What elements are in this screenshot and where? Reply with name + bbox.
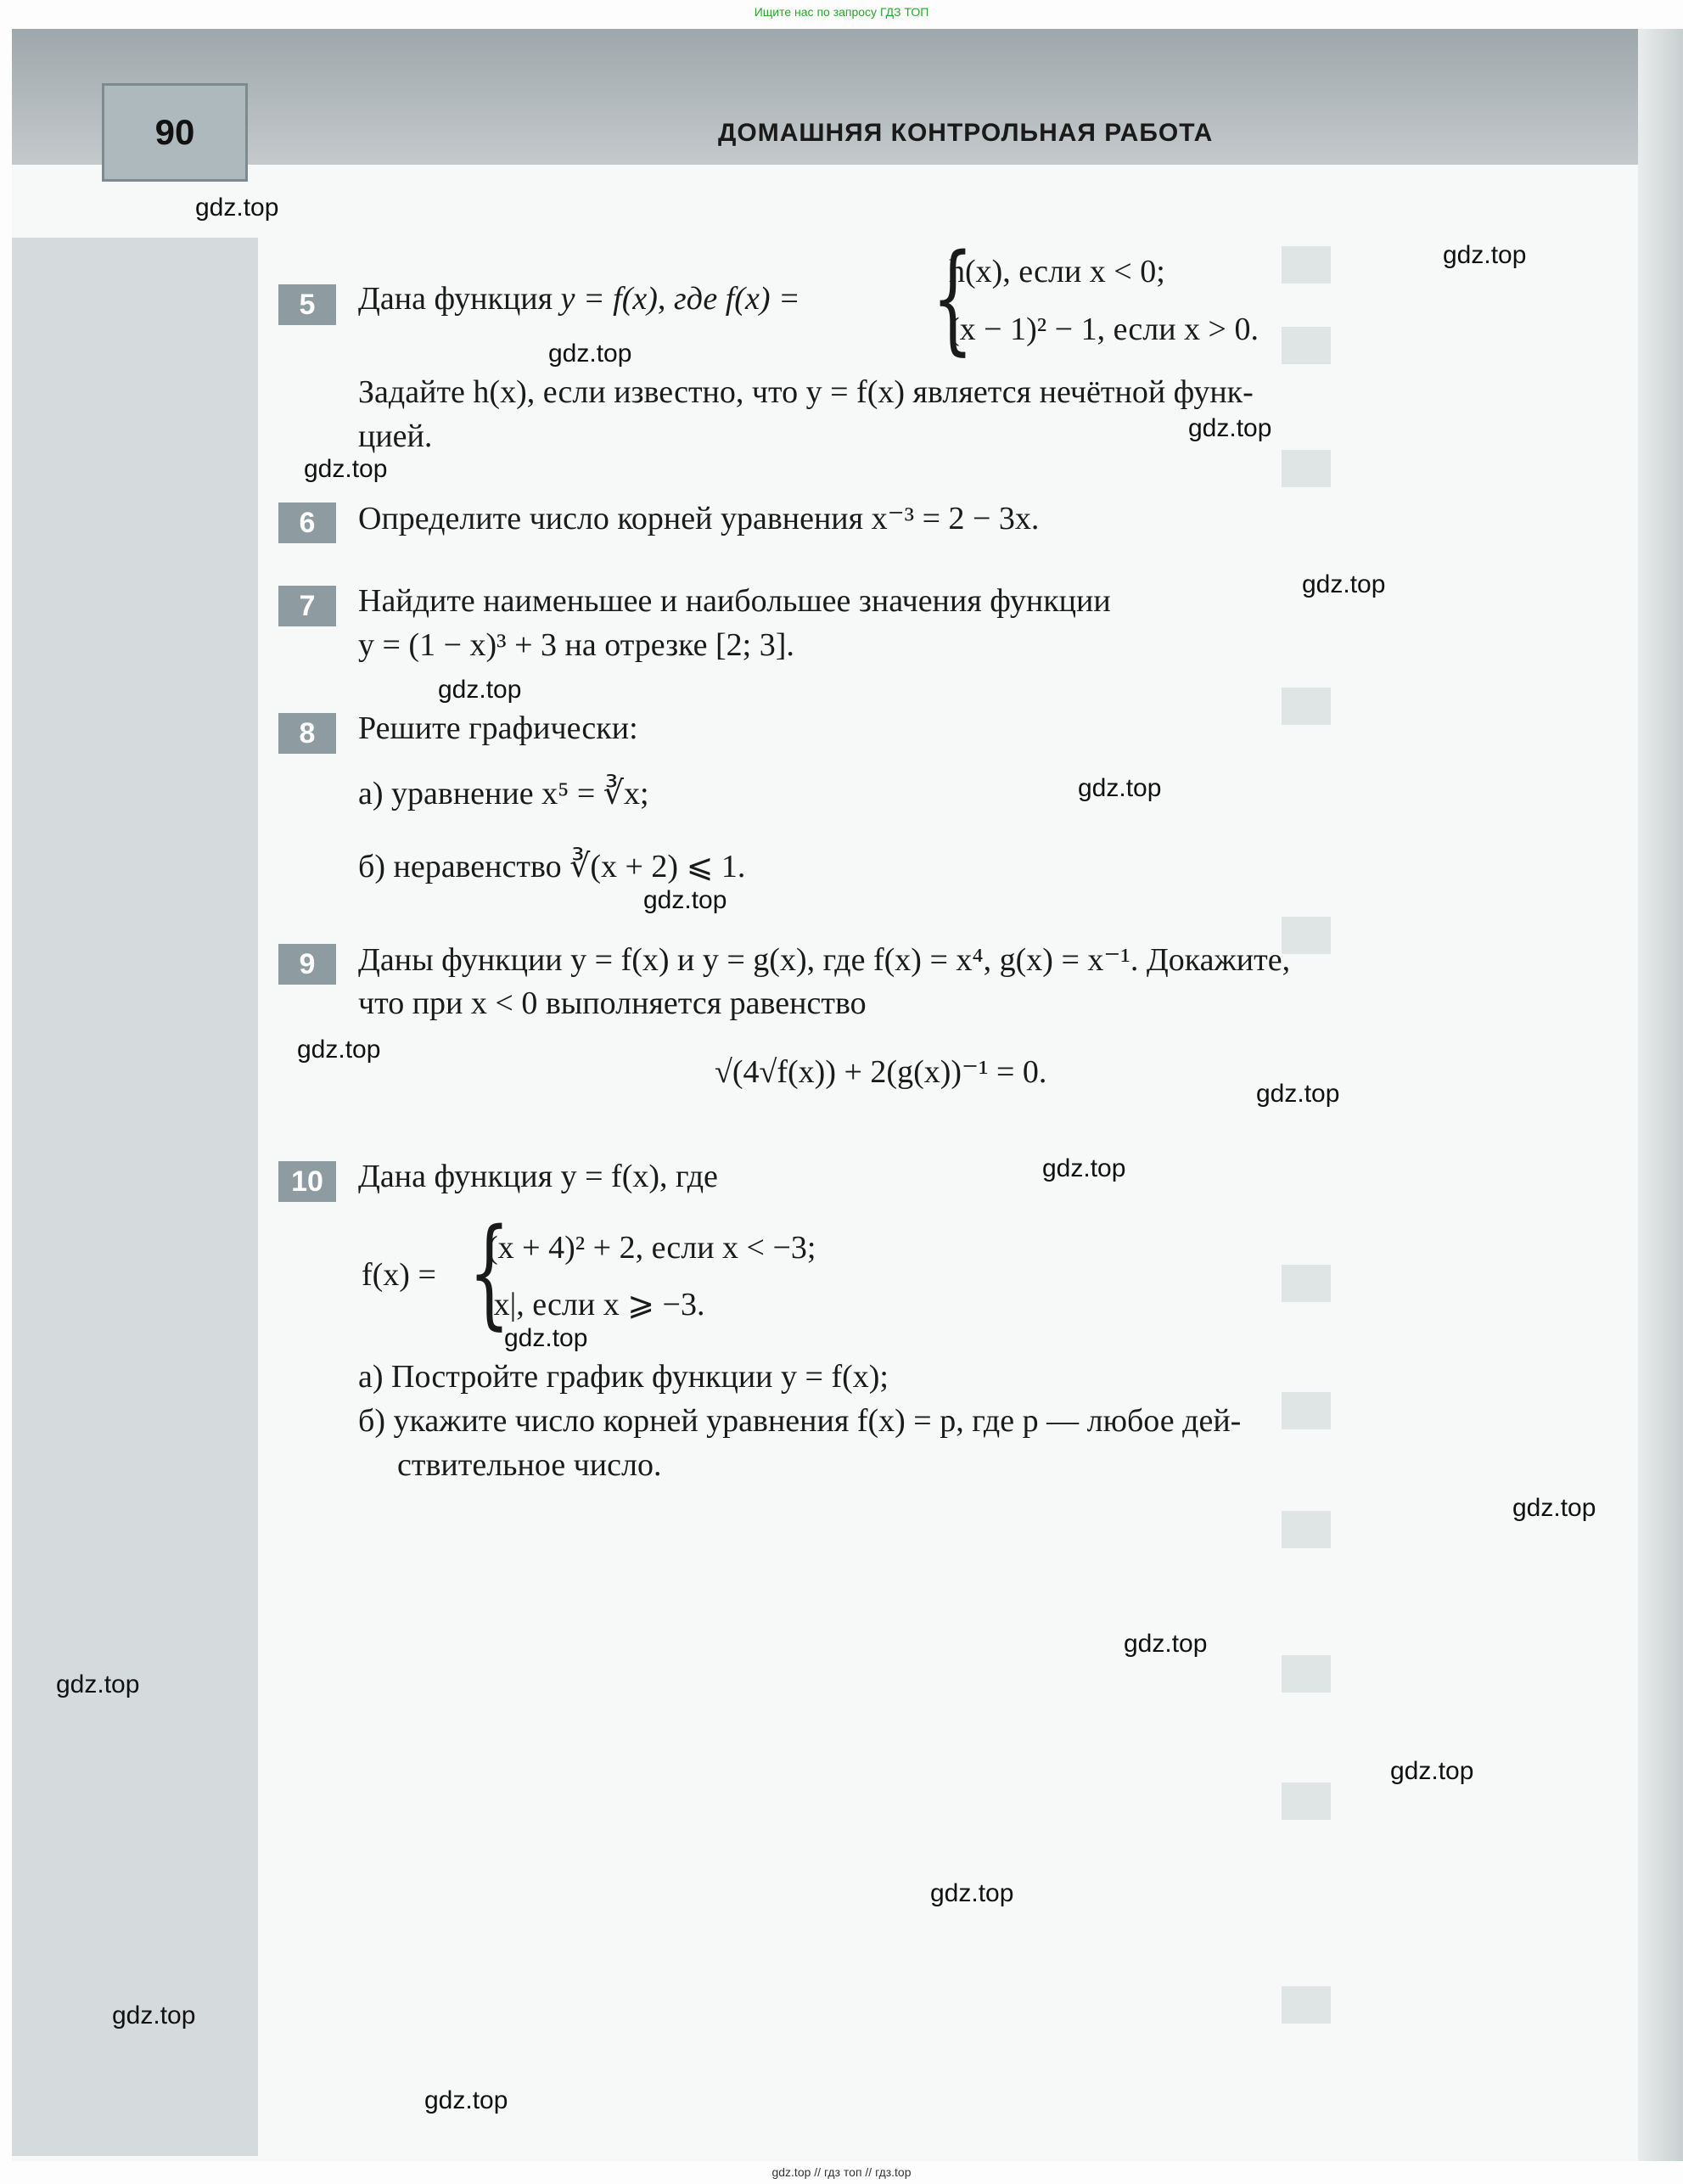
ghost-badge	[1282, 1392, 1331, 1429]
task-number-5: 5	[278, 284, 336, 325]
ghost-badge	[1282, 1783, 1331, 1820]
watermark: gdz.top	[504, 1324, 588, 1352]
watermark: gdz.top	[1512, 1494, 1596, 1522]
watermark: gdz.top	[112, 2002, 196, 2030]
watermark: gdz.top	[643, 886, 727, 914]
watermark: gdz.top	[1042, 1154, 1126, 1182]
watermark: gdz.top	[930, 1879, 1014, 1907]
watermark: gdz.top	[1124, 1630, 1208, 1658]
watermark: gdz.top	[297, 1036, 381, 1064]
watermark: gdz.top	[195, 194, 279, 222]
watermark: gdz.top	[304, 455, 388, 483]
task-10-fx: f(x) =	[362, 1257, 436, 1293]
task-8-part-b: б) неравенство ∛(x + 2) ⩽ 1.	[358, 849, 746, 884]
ghost-badge	[1282, 1265, 1331, 1302]
top-note: Ищите нас по запросу ГДЗ ТОП	[754, 5, 929, 19]
task-number-7: 7	[278, 586, 336, 626]
task-5-brace: {	[932, 229, 973, 368]
watermark: gdz.top	[424, 2086, 508, 2114]
ghost-badge	[1282, 1655, 1331, 1693]
page-edge-shade	[1638, 29, 1683, 2161]
task-5-line-3: цией.	[358, 418, 433, 454]
watermark: gdz.top	[1443, 241, 1527, 269]
ghost-badge	[1282, 450, 1331, 487]
task-9-line-1: Даны функции y = f(x) и y = g(x), где f(x) = x⁴, g(x) = x⁻¹. Докажите,	[358, 942, 1291, 978]
task-number-8: 8	[278, 713, 336, 754]
watermark: gdz.top	[1256, 1080, 1340, 1108]
ghost-badge	[1282, 1511, 1331, 1548]
watermark: gdz.top	[1302, 570, 1386, 598]
task-5-eq: y = f(x), где f(x) =	[560, 281, 800, 317]
ghost-badge	[1282, 246, 1331, 284]
task-7-line-1: Найдите наименьшее и наибольшее значения функции	[358, 583, 1111, 619]
task-number-9: 9	[278, 944, 336, 985]
watermark: gdz.top	[1078, 774, 1162, 802]
task-10-case-1: (x + 4)² + 2, если x < −3;	[487, 1230, 816, 1266]
task-8-part-a: а) уравнение x⁵ = ∛x;	[358, 776, 649, 811]
task-10-line-1: Дана функция y = f(x), где	[358, 1159, 718, 1194]
task-10-case-2: |x|, если x ⩾ −3.	[487, 1287, 705, 1322]
watermark: gdz.top	[1390, 1757, 1474, 1785]
task-10-part-b-line-1: б) укажите число корней уравнения f(x) = p, где p — любое дей-	[358, 1403, 1242, 1439]
task-10-part-a: а) Постройте график функции y = f(x);	[358, 1359, 889, 1395]
task-10-brace: {	[468, 1204, 510, 1342]
task-number-6: 6	[278, 502, 336, 543]
bottom-note: gdz.top // гдз топ // гдз.top	[771, 2165, 912, 2179]
ghost-badge	[1282, 1986, 1331, 2024]
task-9-line-2: что при x < 0 выполняется равенство	[358, 985, 867, 1021]
task-5-lead-text: Дана функция	[358, 281, 553, 317]
textbook-page	[12, 29, 1658, 2161]
task-6-line-1: Определите число корней уравнения x⁻³ = 2 − 3x.	[358, 501, 1040, 536]
watermark: gdz.top	[56, 1670, 140, 1698]
page-title: ДОМАШНЯЯ КОНТРОЛЬНАЯ РАБОТА	[718, 119, 1214, 147]
task-5-line-2: Задайте h(x), если известно, что y = f(x) является нечётной функ-	[358, 374, 1254, 410]
left-margin-strip	[12, 238, 258, 2156]
watermark: gdz.top	[438, 676, 522, 704]
task-5-case-2: (x − 1)² − 1, если x > 0.	[949, 312, 1259, 347]
task-5-lead	[358, 280, 800, 317]
task-5-case-1: h(x), если x < 0;	[949, 254, 1165, 289]
task-number-10: 10	[278, 1161, 336, 1202]
watermark: gdz.top	[1188, 414, 1272, 442]
task-10-part-b-line-2: ствительное число.	[397, 1447, 662, 1483]
task-9-formula: √(4√f(x)) + 2(g(x))⁻¹ = 0.	[715, 1054, 1047, 1090]
ghost-badge	[1282, 688, 1331, 725]
task-8-line-1: Решите графически:	[358, 710, 638, 746]
task-7-line-2: y = (1 − x)³ + 3 на отрезке [2; 3].	[358, 627, 794, 663]
watermark: gdz.top	[548, 340, 632, 368]
page-number: 90	[102, 83, 248, 182]
ghost-badge	[1282, 327, 1331, 364]
